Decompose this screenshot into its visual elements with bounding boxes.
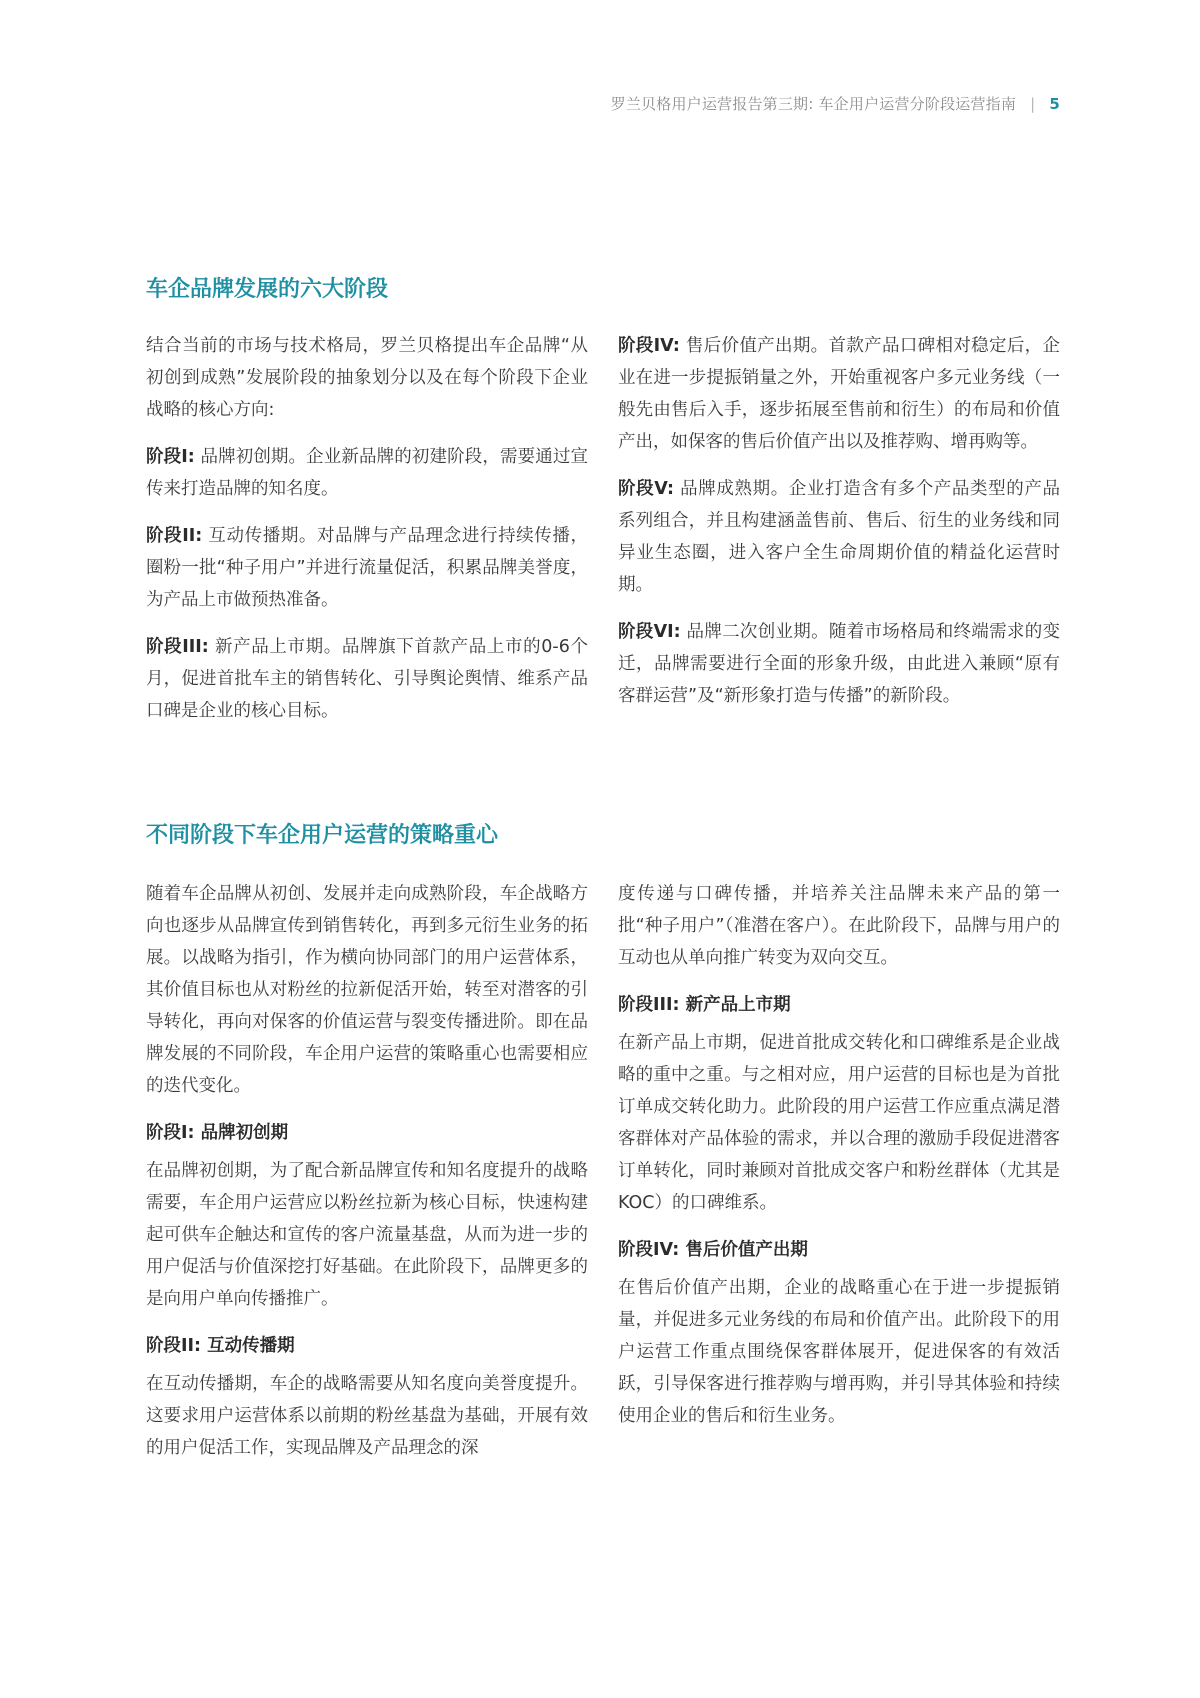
stage-6-paragraph	[618, 616, 1060, 712]
section2-right-column	[618, 878, 1060, 1447]
section-title-six-stages: 车企品牌发展的六大阶段	[146, 277, 389, 302]
stage-2-text: 互动传播期。对品牌与产品理念进行持续传播，圈粉一批“种子用户”并进行流量促活，积累品牌美誉度，为产品上市做预热准备。	[146, 526, 588, 610]
stage-4-text: 售后价值产出期。首款产品口碑相对稳定后，企业在进一步提振销量之外，开始重视客户多元业务线（一般先由售后入手，逐步拓展至售前和衍生）的布局和价值产出，如保客的售后价值产出以及推荐购、增再购等。	[618, 336, 1060, 452]
section1-right-column	[618, 330, 1060, 727]
stage-5-label: 阶段V:	[618, 479, 674, 499]
stage-2-body-part-a: 在互动传播期，车企的战略需要从知名度向美誉度提升。这要求用户运营体系以前期的粉丝基盘为基础，开展有效的用户促活工作，实现品牌及产品理念的深	[146, 1374, 588, 1458]
stage-4-body: 在售后价值产出期，企业的战略重心在于进一步提振销量，并促进多元业务线的布局和价值产出。此阶段下的用户运营工作重点围绕保客群体展开，促进保客的有效活跃，引导保客进行推荐购与增再购，并引导其体验和持续使用企业的售后和衍生业务。	[618, 1278, 1060, 1426]
stage-1-label: 阶段I:	[146, 447, 195, 467]
stage-4-heading: 阶段IV: 售后价值产出期	[618, 1240, 808, 1260]
stage-2-body-part-b: 度传递与口碑传播，并培养关注品牌未来产品的第一批“种子用户”（准潜在客户）。在此阶段下，品牌与用户的互动也从单向推广转变为双向交互。	[618, 884, 1060, 968]
stage-3-body: 在新产品上市期，促进首批成交转化和口碑维系是企业战略的重中之重。与之相对应，用户运营的目标也是为首批订单成交转化助力。此阶段的用户运营工作应重点满足潜客群体对产品体验的需求，并以合理的激励手段促进潜客订单转化，同时兼顾对首批成交客户和粉丝群体（尤其是KOC）的口碑维系。	[618, 1033, 1060, 1213]
stage-3-heading: 阶段III: 新产品上市期	[618, 995, 791, 1015]
page-number: 5	[1049, 94, 1060, 113]
stage-3-paragraph	[146, 631, 588, 727]
stage-2-label: 阶段II:	[146, 526, 203, 546]
section2-left-column	[146, 878, 588, 1479]
section2-intro: 随着车企品牌从初创、发展并走向成熟阶段，车企战略方向也逐步从品牌宣传到销售转化，再到多元衍生业务的拓展。以战略为指引，作为横向协同部门的用户运营体系，其价值目标也从对粉丝的拉新促活开始，转至对潜客的引导转化，再向对保客的价值运营与裂变传播进阶。即在品牌发展的不同阶段，车企用户运营的策略重心也需要相应的迭代变化。	[146, 884, 588, 1096]
header-title: 罗兰贝格用户运营报告第三期: 车企用户运营分阶段运营指南	[610, 95, 1017, 113]
section1-intro: 结合当前的市场与技术格局，罗兰贝格提出车企品牌“从初创到成熟”发展阶段的抽象划分以及在每个阶段下企业战略的核心方向:	[146, 336, 588, 420]
stage-4-label: 阶段IV:	[618, 336, 680, 356]
stage-3-text: 新产品上市期。品牌旗下首款产品上市的0-6个月，促进首批车主的销售转化、引导舆论舆情、维系产品口碑是企业的核心目标。	[146, 637, 588, 721]
stage-1-text: 品牌初创期。企业新品牌的初建阶段，需要通过宣传来打造品牌的知名度。	[146, 447, 589, 499]
stage-2-paragraph	[146, 520, 588, 616]
stage-5-text: 品牌成熟期。企业打造含有多个产品类型的产品系列组合，并且构建涵盖售前、售后、衍生的业务线和同异业生态圈，进入客户全生命周期价值的精益化运营时期。	[618, 479, 1061, 595]
stage-1-heading: 阶段I: 品牌初创期	[146, 1123, 289, 1143]
stage-1-body: 在品牌初创期，为了配合新品牌宣传和知名度提升的战略需要，车企用户运营应以粉丝拉新为核心目标，快速构建起可供车企触达和宣传的客户流量基盘，从而为进一步的用户促活与价值深挖打好基础。在此阶段下，品牌更多的是向用户单向传播推广。	[146, 1161, 588, 1309]
stage-6-text: 品牌二次创业期。随着市场格局和终端需求的变迁，品牌需要进行全面的形象升级，由此进入兼顾“原有客群运营”及“新形象打造与传播”的新阶段。	[618, 622, 1060, 706]
stage-2-heading: 阶段II: 互动传播期	[146, 1336, 295, 1356]
stage-5-paragraph	[618, 473, 1060, 601]
section-title-strategy-focus: 不同阶段下车企用户运营的策略重心	[146, 823, 499, 848]
stage-3-label: 阶段III:	[146, 637, 209, 657]
stage-6-label: 阶段VI:	[618, 622, 681, 642]
running-header	[611, 93, 1060, 114]
stage-4-paragraph	[618, 330, 1060, 458]
stage-1-paragraph	[146, 441, 588, 505]
header-separator: |	[1030, 94, 1036, 113]
section1-left-column	[146, 330, 588, 742]
